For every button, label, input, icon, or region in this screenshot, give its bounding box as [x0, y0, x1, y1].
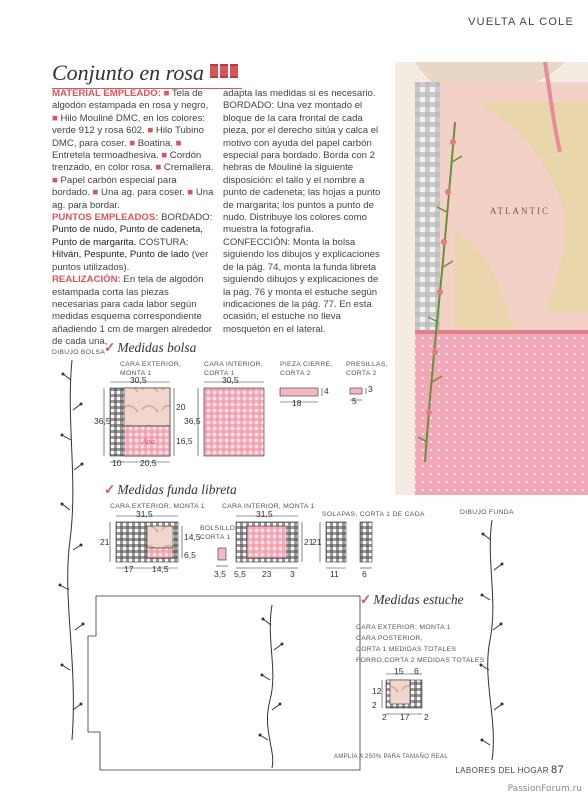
page-footer: LABORES DEL HOGAR 87 [455, 764, 564, 776]
funda-dim-b1: 17 [124, 564, 134, 574]
estuche-dim-h1: 12 [372, 686, 382, 696]
funda-sol-dim-w2: 6 [362, 569, 367, 579]
funda-int-dim-top: 31,5 [256, 509, 273, 519]
funda-int-dim-height: 21 [304, 537, 314, 547]
funda-dim-b2: 14,5 [152, 564, 169, 574]
funda-bolsillo-dim-w: 3,5 [214, 569, 226, 579]
bolsa-dim-bottom2: 20,5 [140, 458, 157, 468]
bolsa-presillas-label: PRESILLAS, CORTA 2 [346, 361, 388, 377]
bolsa-exterior-label: CARA EXTERIOR, MONTA 1 [120, 361, 182, 377]
estuche-dim-h2: 2 [372, 700, 377, 710]
funda-int-dim-b1: 5,5 [234, 569, 246, 579]
dibujo-funda-label: DIBUJO FUNDA [460, 509, 514, 516]
funda-dim-height: 21 [100, 537, 110, 547]
funda-dim-top: 31,5 [136, 509, 153, 519]
medidas-bolsa-heading: ✓ Medidas bolsa [104, 340, 197, 355]
funda-sol-dim-w1: 11 [330, 569, 339, 579]
page-number: 87 [550, 764, 564, 776]
funda-int-dim-b2: 23 [262, 569, 272, 579]
bolsa-int-dim-top: 30,5 [222, 375, 239, 385]
dibujo-bolsa-label: DIBUJO BOLSA [52, 349, 106, 356]
diagram-area [0, 340, 588, 780]
enlarge-note: AMPLIA A 250% PARA TAMAÑO REAL [333, 754, 448, 760]
bolsa-int-dim-height: 36,5 [184, 416, 201, 426]
funda-dim-r1: 14,5 [184, 532, 201, 542]
bolsa-dim-right1: 20 [176, 402, 186, 412]
thread-spools-icon [210, 64, 238, 78]
estuche-dim-b2: 17 [400, 712, 410, 722]
map-label: ATLANTIC [490, 206, 550, 216]
article-title: Conjunto en rosa [52, 60, 204, 85]
estuche-notes: CARA EXTERIOR, MONTA 1 CARA POSTERIOR, CORTA 1 MEDIDAS TOTALES FORRO,CORTA 2 MEDIDAS TOTALES [356, 624, 485, 664]
bolsa-dim-bottom1: 10 [112, 458, 122, 468]
bolsa-dim-height: 36,5 [94, 416, 111, 426]
watermark: PassionForum.ru [507, 784, 582, 794]
bolsa-pieza-dim-w: 18 [292, 398, 302, 408]
bolsa-pieza-label: PIEZA CIERRE, CORTA 2 [280, 361, 333, 377]
medidas-estuche-heading: ✓ Medidas estuche [360, 592, 464, 607]
article-column-2: adapta las medidas si es necesario. BORDADO: Una vez montado el bloque de la cara frontal de cada pieza, por el derecho sitúa y calca el motivo con ayuda del papel carbón especial para bordado. Borda con 2 hebras de Mouliné la siguiente disposición: el tallo y el nombre a punto de cadeneta; las hojas a punto de margarita; los puntos a punto de nudo. Distribuye los colores como muestra la fotografía. CONFECCIÓN: Monta la bolsa siguiendo los dibujos y explicaciones de la pág. 74, monta la funda libreta siguiendo dibujos y explicaciones de la pág. 76 y monta el estuche según indicaciones de la pág. 77. En esta ocasión, el estuche no lleva mosquetón en el lateral. [223, 88, 381, 335]
funda-exterior-label: CARA EXTERIOR, MONTA 1 [110, 503, 205, 510]
funda-dim-r2: 6,5 [184, 550, 196, 560]
bolsa-dim-top: 30,5 [130, 375, 147, 385]
bolsa-interior-label: CARA INTERIOR, CORTA 1 [204, 361, 263, 377]
bolsa-pres-dim-w: 5 [352, 396, 357, 406]
bolsa-pieza-dim-h: 4 [324, 386, 329, 396]
estuche-dim-top2: 6 [414, 666, 419, 676]
estuche-dim-b3: 2 [424, 712, 429, 722]
bolsa-dim-right2: 16,5 [176, 436, 193, 446]
bolsa-pres-dim-h: 3 [368, 384, 373, 394]
estuche-dim-b1: 2 [382, 712, 387, 722]
vine-left-icon [60, 360, 83, 740]
section-label: VUELTA AL COLE [468, 16, 574, 28]
funda-int-dim-b3: 3 [290, 569, 295, 579]
medidas-funda-heading: ✓ Medidas funda libreta [104, 482, 237, 497]
funda-solapas-label: SOLAPAS, CORTA 1 DE CADA [322, 511, 425, 518]
bolsa-name-label: Ana [142, 437, 155, 446]
article-column-1: MATERIAL EMPLEADO: ■ Tela de algodón estampada en rosa y negro, ■ Hilo Mouliné DMC, en los colores: verde 912 y rosa 602. ■ Hilo Tubino DMC, para coser. ■ Boatina. ■ Entretela termoadhesiva. ■ Cordón trenzado, en color rosa. ■ Cremallera. ■ Papel carbón especial para bordado. ■ Una ag. para coser. ■ Una ag. para bordar. PUNTOS EMPLEADOS: BORDADO: Punto de nudo, Punto de cadeneta, Punto de margarita. COSTURA: Hilván, Pespunte, Punto de lado (ver puntos utilizados). REALIZACIÓN: En tela de algodón estampada corta las piezas necesarias para cada labor según medidas esquema correspondiente añadiendo 1 cm de margen alrededor de cada una, [52, 88, 214, 348]
funda-interior-label: CARA INTERIOR, MONTA 1 [222, 503, 315, 510]
estuche-dim-top1: 15 [394, 666, 404, 676]
funda-sol-dim-h: 21 [312, 537, 322, 547]
funda-bolsillo-label: BOLSILLO, CORTA 1 [200, 525, 238, 541]
